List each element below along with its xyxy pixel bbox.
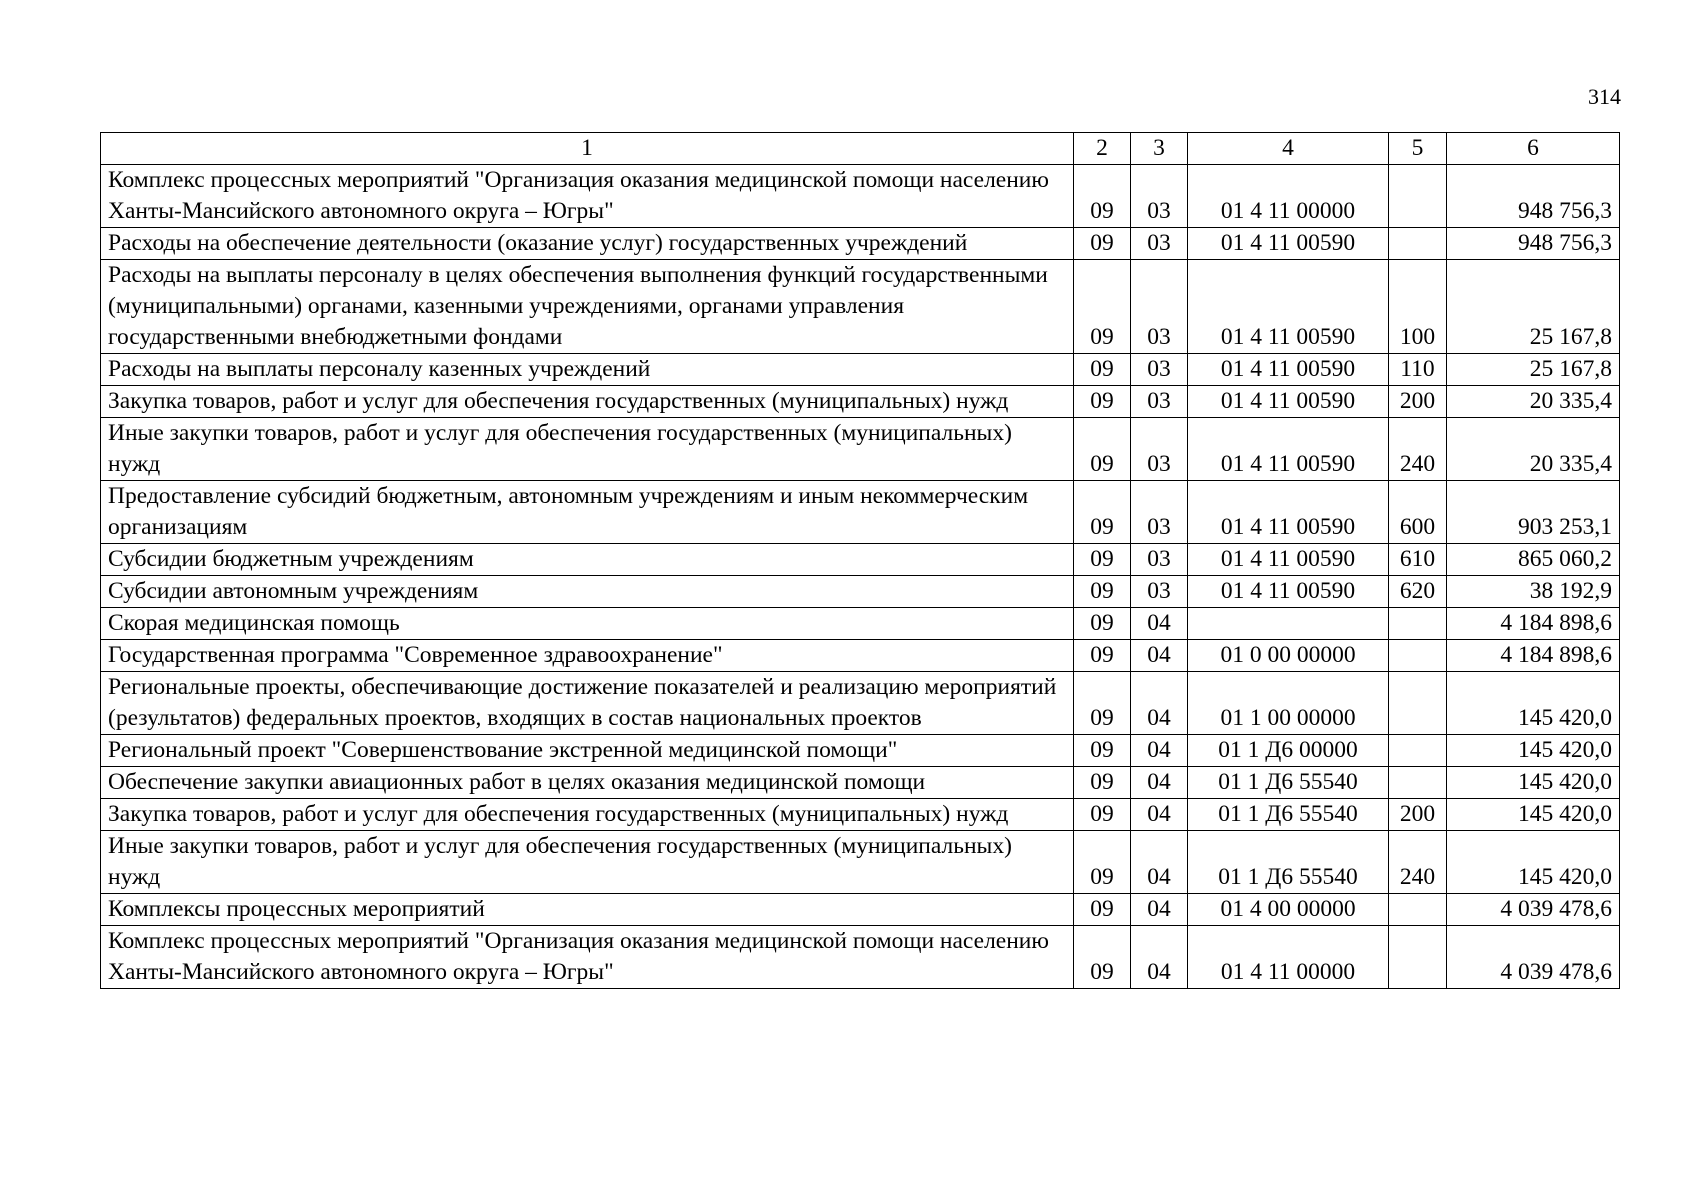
header-col-1: 1 bbox=[101, 133, 1074, 165]
row-expense-type bbox=[1389, 735, 1447, 767]
row-expense-type bbox=[1389, 228, 1447, 260]
row-amount: 948 756,3 bbox=[1447, 228, 1620, 260]
row-amount: 145 420,0 bbox=[1447, 672, 1620, 735]
row-section: 09 bbox=[1074, 576, 1131, 608]
row-section: 09 bbox=[1074, 640, 1131, 672]
row-subsection: 04 bbox=[1131, 799, 1188, 831]
row-name: Скорая медицинская помощь bbox=[101, 608, 1074, 640]
row-subsection: 04 bbox=[1131, 640, 1188, 672]
row-target-article: 01 1 Д6 55540 bbox=[1188, 799, 1389, 831]
row-target-article: 01 1 Д6 55540 bbox=[1188, 831, 1389, 894]
row-subsection: 03 bbox=[1131, 544, 1188, 576]
row-subsection: 04 bbox=[1131, 672, 1188, 735]
row-amount: 4 184 898,6 bbox=[1447, 608, 1620, 640]
row-name: Иные закупки товаров, работ и услуг для обеспечения государственных (муниципальных) нужд bbox=[101, 418, 1074, 481]
row-section: 09 bbox=[1074, 831, 1131, 894]
row-name: Закупка товаров, работ и услуг для обеспечения государственных (муниципальных) нужд bbox=[101, 386, 1074, 418]
row-expense-type: 610 bbox=[1389, 544, 1447, 576]
row-target-article: 01 0 00 00000 bbox=[1188, 640, 1389, 672]
row-expense-type bbox=[1389, 640, 1447, 672]
table-row bbox=[101, 576, 1620, 608]
row-subsection: 04 bbox=[1131, 608, 1188, 640]
table-row bbox=[101, 894, 1620, 926]
row-target-article: 01 4 11 00000 bbox=[1188, 165, 1389, 228]
row-amount: 4 039 478,6 bbox=[1447, 894, 1620, 926]
header-col-3: 3 bbox=[1131, 133, 1188, 165]
table-row bbox=[101, 354, 1620, 386]
row-section: 09 bbox=[1074, 799, 1131, 831]
row-target-article: 01 4 11 00590 bbox=[1188, 386, 1389, 418]
row-expense-type: 200 bbox=[1389, 386, 1447, 418]
row-name: Комплексы процессных мероприятий bbox=[101, 894, 1074, 926]
row-amount: 903 253,1 bbox=[1447, 481, 1620, 544]
row-target-article: 01 4 11 00590 bbox=[1188, 260, 1389, 354]
row-amount: 25 167,8 bbox=[1447, 354, 1620, 386]
row-target-article: 01 4 00 00000 bbox=[1188, 894, 1389, 926]
row-target-article: 01 1 00 00000 bbox=[1188, 672, 1389, 735]
table-row bbox=[101, 926, 1620, 989]
row-subsection: 04 bbox=[1131, 894, 1188, 926]
table-row bbox=[101, 735, 1620, 767]
table-row bbox=[101, 640, 1620, 672]
row-subsection: 03 bbox=[1131, 260, 1188, 354]
row-section: 09 bbox=[1074, 767, 1131, 799]
row-expense-type: 110 bbox=[1389, 354, 1447, 386]
row-expense-type bbox=[1389, 894, 1447, 926]
table-row bbox=[101, 544, 1620, 576]
row-name: Комплекс процессных мероприятий "Организация оказания медицинской помощи населению Ханты-Мансийского автономного округа – Югры" bbox=[101, 165, 1074, 228]
row-section: 09 bbox=[1074, 608, 1131, 640]
row-target-article: 01 4 11 00000 bbox=[1188, 926, 1389, 989]
row-section: 09 bbox=[1074, 354, 1131, 386]
row-subsection: 04 bbox=[1131, 926, 1188, 989]
row-section: 09 bbox=[1074, 418, 1131, 481]
row-expense-type bbox=[1389, 672, 1447, 735]
row-section: 09 bbox=[1074, 544, 1131, 576]
table-row bbox=[101, 260, 1620, 354]
row-subsection: 03 bbox=[1131, 354, 1188, 386]
row-target-article: 01 4 11 00590 bbox=[1188, 544, 1389, 576]
header-col-6: 6 bbox=[1447, 133, 1620, 165]
row-section: 09 bbox=[1074, 228, 1131, 260]
row-name: Региональный проект "Совершенствование экстренной медицинской помощи" bbox=[101, 735, 1074, 767]
row-expense-type: 100 bbox=[1389, 260, 1447, 354]
row-amount: 145 420,0 bbox=[1447, 831, 1620, 894]
table-row bbox=[101, 608, 1620, 640]
row-amount: 20 335,4 bbox=[1447, 418, 1620, 481]
row-expense-type bbox=[1389, 767, 1447, 799]
row-amount: 38 192,9 bbox=[1447, 576, 1620, 608]
row-target-article: 01 4 11 00590 bbox=[1188, 481, 1389, 544]
row-expense-type: 620 bbox=[1389, 576, 1447, 608]
table-body bbox=[101, 165, 1620, 989]
row-name: Региональные проекты, обеспечивающие достижение показателей и реализацию мероприятий (результатов) федеральных проектов, входящих в состав национальных проектов bbox=[101, 672, 1074, 735]
row-target-article: 01 1 Д6 55540 bbox=[1188, 767, 1389, 799]
header-col-4: 4 bbox=[1188, 133, 1389, 165]
table-row bbox=[101, 672, 1620, 735]
header-col-2: 2 bbox=[1074, 133, 1131, 165]
row-section: 09 bbox=[1074, 165, 1131, 228]
row-subsection: 04 bbox=[1131, 831, 1188, 894]
row-amount: 145 420,0 bbox=[1447, 799, 1620, 831]
row-amount: 25 167,8 bbox=[1447, 260, 1620, 354]
row-amount: 20 335,4 bbox=[1447, 386, 1620, 418]
table-row bbox=[101, 418, 1620, 481]
row-expense-type bbox=[1389, 165, 1447, 228]
row-section: 09 bbox=[1074, 894, 1131, 926]
table-row bbox=[101, 799, 1620, 831]
row-section: 09 bbox=[1074, 735, 1131, 767]
row-name: Субсидии бюджетным учреждениям bbox=[101, 544, 1074, 576]
row-target-article: 01 4 11 00590 bbox=[1188, 418, 1389, 481]
row-amount: 4 184 898,6 bbox=[1447, 640, 1620, 672]
row-name: Субсидии автономным учреждениям bbox=[101, 576, 1074, 608]
row-subsection: 03 bbox=[1131, 165, 1188, 228]
row-expense-type bbox=[1389, 926, 1447, 989]
row-subsection: 03 bbox=[1131, 418, 1188, 481]
row-section: 09 bbox=[1074, 926, 1131, 989]
row-section: 09 bbox=[1074, 672, 1131, 735]
row-section: 09 bbox=[1074, 260, 1131, 354]
table-row bbox=[101, 228, 1620, 260]
row-name: Обеспечение закупки авиационных работ в целях оказания медицинской помощи bbox=[101, 767, 1074, 799]
row-subsection: 03 bbox=[1131, 576, 1188, 608]
table-row bbox=[101, 831, 1620, 894]
budget-table bbox=[100, 132, 1620, 989]
row-name: Расходы на выплаты персоналу в целях обеспечения выполнения функций государственными (муниципальными) органами, казенными учреждениями, органами управления государственными внебюджетными фондами bbox=[101, 260, 1074, 354]
row-expense-type: 240 bbox=[1389, 831, 1447, 894]
row-subsection: 03 bbox=[1131, 386, 1188, 418]
row-target-article: 01 4 11 00590 bbox=[1188, 228, 1389, 260]
header-row bbox=[101, 133, 1620, 165]
table-row bbox=[101, 767, 1620, 799]
row-expense-type: 200 bbox=[1389, 799, 1447, 831]
row-name: Иные закупки товаров, работ и услуг для обеспечения государственных (муниципальных) нужд bbox=[101, 831, 1074, 894]
row-name: Государственная программа "Современное здравоохранение" bbox=[101, 640, 1074, 672]
row-amount: 145 420,0 bbox=[1447, 735, 1620, 767]
row-expense-type: 600 bbox=[1389, 481, 1447, 544]
row-expense-type bbox=[1389, 608, 1447, 640]
table-row bbox=[101, 386, 1620, 418]
row-name: Закупка товаров, работ и услуг для обеспечения государственных (муниципальных) нужд bbox=[101, 799, 1074, 831]
row-name: Расходы на выплаты персоналу казенных учреждений bbox=[101, 354, 1074, 386]
row-subsection: 04 bbox=[1131, 767, 1188, 799]
row-section: 09 bbox=[1074, 386, 1131, 418]
row-amount: 865 060,2 bbox=[1447, 544, 1620, 576]
row-name: Предоставление субсидий бюджетным, автономным учреждениям и иным некоммерческим организациям bbox=[101, 481, 1074, 544]
row-name: Комплекс процессных мероприятий "Организация оказания медицинской помощи населению Ханты-Мансийского автономного округа – Югры" bbox=[101, 926, 1074, 989]
table-row bbox=[101, 165, 1620, 228]
table-header bbox=[101, 133, 1620, 165]
row-expense-type: 240 bbox=[1389, 418, 1447, 481]
row-amount: 948 756,3 bbox=[1447, 165, 1620, 228]
row-target-article: 01 4 11 00590 bbox=[1188, 354, 1389, 386]
row-target-article: 01 4 11 00590 bbox=[1188, 576, 1389, 608]
row-section: 09 bbox=[1074, 481, 1131, 544]
header-col-5: 5 bbox=[1389, 133, 1447, 165]
row-amount: 4 039 478,6 bbox=[1447, 926, 1620, 989]
row-subsection: 03 bbox=[1131, 481, 1188, 544]
row-target-article: 01 1 Д6 00000 bbox=[1188, 735, 1389, 767]
page-number: 314 bbox=[1588, 84, 1621, 109]
row-subsection: 04 bbox=[1131, 735, 1188, 767]
row-target-article bbox=[1188, 608, 1389, 640]
row-name: Расходы на обеспечение деятельности (оказание услуг) государственных учреждений bbox=[101, 228, 1074, 260]
table-row bbox=[101, 481, 1620, 544]
row-amount: 145 420,0 bbox=[1447, 767, 1620, 799]
row-subsection: 03 bbox=[1131, 228, 1188, 260]
